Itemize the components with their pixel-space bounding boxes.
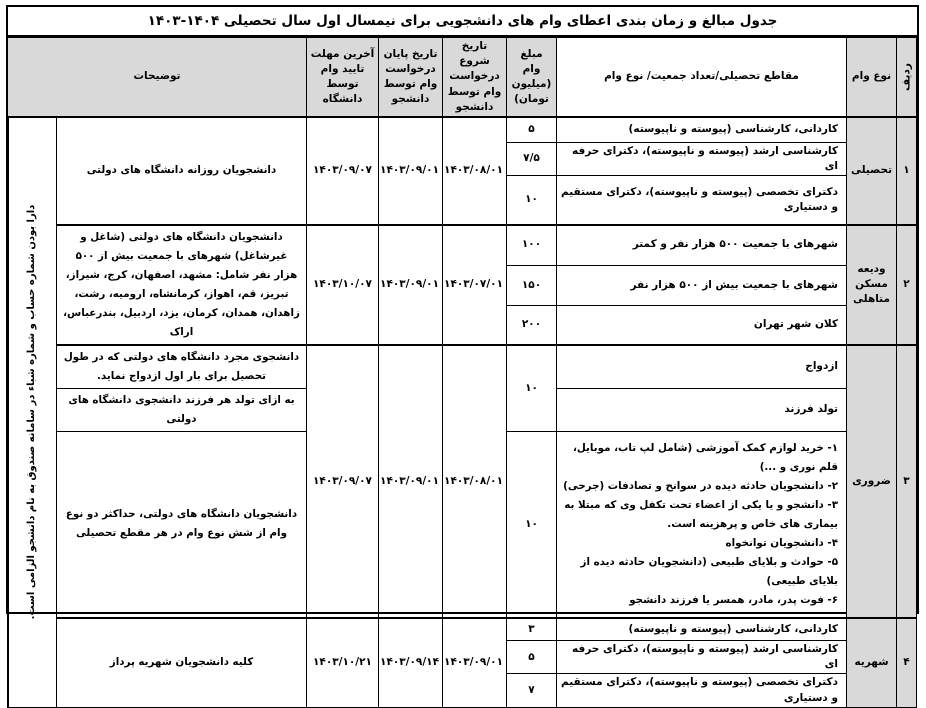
col-header-loan-type: نوع وام bbox=[847, 38, 897, 118]
loan-schedule-table bbox=[7, 37, 918, 708]
col-header-levels: مقاطع تحصیلی/تعداد جمعیت/ نوع وام bbox=[557, 38, 847, 118]
list-item-2: ۲- دانشجویان حادثه دیده در سوانح و تصادفات (جرحی) bbox=[563, 479, 838, 492]
group1-end-date-cell: ۱۴۰۳/۰۹/۰۱ bbox=[379, 117, 443, 224]
list-item-6: ۶- فوت پدر، مادر، همسر یا فرزند دانشجو bbox=[629, 593, 838, 606]
group2-row1 bbox=[8, 225, 917, 266]
group2-num-cell: ۲ bbox=[897, 225, 917, 345]
group4-type-cell: شهریه bbox=[847, 618, 897, 708]
group1-row1 bbox=[8, 117, 917, 142]
col-header-start-date: تاریخ شروع درخواست وام توسط دانشجو bbox=[443, 38, 507, 118]
group4-start-date-cell: ۱۴۰۳/۰۹/۰۱ bbox=[443, 618, 507, 708]
page-title: جدول مبالغ و زمان بندی اعطای وام های دانشجویی برای نیمسال اول سال تحصیلی ۱۴۰۴-۱۴۰۳ bbox=[8, 7, 917, 37]
group3-note-general-cell: دانشجویان دانشگاه های دولتی، حداکثر دو نوع وام از شش نوع وام در هر مقطع تحصیلی bbox=[57, 432, 307, 618]
group3-start-date-cell: ۱۴۰۳/۰۸/۰۱ bbox=[443, 345, 507, 618]
group4-end-date-cell: ۱۴۰۳/۰۹/۱۴ bbox=[379, 618, 443, 708]
group3-level-marriage-cell: ازدواج bbox=[557, 345, 847, 389]
group2-deadline-cell: ۱۴۰۳/۱۰/۰۷ bbox=[307, 225, 379, 345]
group1-deadline-cell: ۱۴۰۳/۰۹/۰۷ bbox=[307, 117, 379, 224]
group4-num-cell: ۴ bbox=[897, 618, 917, 708]
group4-amount3-cell: ۷ bbox=[507, 674, 557, 707]
list-item-1: ۱- خرید لوازم کمک آموزشی (شامل لپ تاب، موبایل، قلم نوری و ...) bbox=[572, 441, 838, 473]
group3-level-birth-cell: تولد فرزند bbox=[557, 388, 847, 431]
group3-amount-marriage-birth-cell: ۱۰ bbox=[507, 345, 557, 432]
group3-level-list-cell bbox=[557, 432, 847, 618]
group1-amount2-cell: ۷/۵ bbox=[507, 142, 557, 175]
loan-schedule-table-frame bbox=[6, 5, 919, 704]
group2-level1-cell: شهرهای با جمعیت ۵۰۰ هزار نفر و کمتر bbox=[557, 225, 847, 266]
group1-note-cell: دانشجویان روزانه دانشگاه های دولتی bbox=[57, 117, 307, 224]
header-row bbox=[8, 38, 917, 118]
group3-note-marriage-cell: دانشجوی مجرد دانشگاه های دولتی که در طول تحصیل برای بار اول ازدواج نماید. bbox=[57, 345, 307, 389]
group3-num-cell: ۳ bbox=[897, 345, 917, 618]
group2-level2-cell: شهرهای با جمعیت بیش از ۵۰۰ هزار نفر bbox=[557, 265, 847, 306]
side-note-text: دارا بودن شماره حساب و شماره شباء در سامانه صندوق به نام دانشجو الزامی است. bbox=[26, 205, 37, 620]
group1-amount1-cell: ۵ bbox=[507, 117, 557, 142]
group3-deadline-cell: ۱۴۰۳/۰۹/۰۷ bbox=[307, 345, 379, 618]
col-header-radif bbox=[897, 38, 917, 118]
group3-end-date-cell: ۱۴۰۳/۰۹/۰۱ bbox=[379, 345, 443, 618]
group1-level1-cell: کاردانی، کارشناسی (پیوسته و ناپیوسته) bbox=[557, 117, 847, 142]
group1-start-date-cell: ۱۴۰۳/۰۸/۰۱ bbox=[443, 117, 507, 224]
group3-type-cell: ضروری bbox=[847, 345, 897, 618]
side-note-cell bbox=[8, 117, 57, 707]
group1-amount3-cell: ۱۰ bbox=[507, 176, 557, 225]
col-header-end-date: تاریخ پایان درخواست وام توسط دانشجو bbox=[379, 38, 443, 118]
group3-note-birth-cell: به ازای تولد هر فرزند دانشجوی دانشگاه های دولتی bbox=[57, 388, 307, 431]
group2-amount1-cell: ۱۰۰ bbox=[507, 225, 557, 266]
group2-amount2-cell: ۱۵۰ bbox=[507, 265, 557, 306]
list-item-3: ۳- دانشجو و یا یکی از اعضاء تحت تکفل وی که مبتلا به بیماری های خاص و پرهزینه است. bbox=[564, 498, 838, 530]
col-header-radif-label: ردیف bbox=[899, 63, 912, 91]
col-header-approval-deadline: آخرین مهلت تایید وام توسط دانشگاه bbox=[307, 38, 379, 118]
group2-start-date-cell: ۱۴۰۳/۰۷/۰۱ bbox=[443, 225, 507, 345]
list-item-5: ۵- حوادث و بلایای طبیعی (دانشجویان حادثه دیده از بلایای طبیعی) bbox=[580, 555, 838, 587]
group2-level3-cell: کلان شهر تهران bbox=[557, 306, 847, 345]
group2-type-cell: ودیعه مسکن متاهلی bbox=[847, 225, 897, 345]
col-header-notes: توضیحات bbox=[8, 38, 307, 118]
group1-type-cell: تحصیلی bbox=[847, 117, 897, 224]
group1-num-cell: ۱ bbox=[897, 117, 917, 224]
group2-amount3-cell: ۲۰۰ bbox=[507, 306, 557, 345]
group4-amount1-cell: ۳ bbox=[507, 618, 557, 641]
group4-level3-cell: دکترای تخصصی (پیوسته و ناپیوسته)، دکترای مستقیم و دستیاری bbox=[557, 674, 847, 707]
group1-level3-cell: دکترای تخصصی (پیوسته و ناپیوسته)، دکترای مستقیم و دستیاری bbox=[557, 176, 847, 225]
group4-row1 bbox=[8, 618, 917, 641]
group2-end-date-cell: ۱۴۰۳/۰۹/۰۱ bbox=[379, 225, 443, 345]
group4-note-cell: کلیه دانشجویان شهریه پرداز bbox=[57, 618, 307, 708]
group3-row1 bbox=[8, 345, 917, 389]
list-item-4: ۴- دانشجویان توانخواه bbox=[725, 536, 838, 549]
group4-level2-cell: کارشناسی ارشد (پیوسته و ناپیوسته)، دکترای حرفه ای bbox=[557, 641, 847, 674]
group4-deadline-cell: ۱۴۰۳/۱۰/۲۱ bbox=[307, 618, 379, 708]
group1-level2-cell: کارشناسی ارشد (پیوسته و ناپیوسته)، دکترای حرفه ای bbox=[557, 142, 847, 175]
group3-amount-list-cell: ۱۰ bbox=[507, 432, 557, 618]
col-header-amount: مبلغ وام (میلیون تومان) bbox=[507, 38, 557, 118]
group2-note-cell: دانشجویان دانشگاه های دولتی (شاغل و غیرشاغل) شهرهای با جمعیت بیش از ۵۰۰ هزار نفر شامل: مشهد، اصفهان، کرج، شیراز، تبریز، قم، اهواز، کرمانشاه، ارومیه، رشت، زاهدان، همدان، کرمان، یزد، اردبیل، بندرعباس، اراک bbox=[57, 225, 307, 345]
group4-level1-cell: کاردانی، کارشناسی (پیوسته و ناپیوسته) bbox=[557, 618, 847, 641]
group4-amount2-cell: ۵ bbox=[507, 641, 557, 674]
